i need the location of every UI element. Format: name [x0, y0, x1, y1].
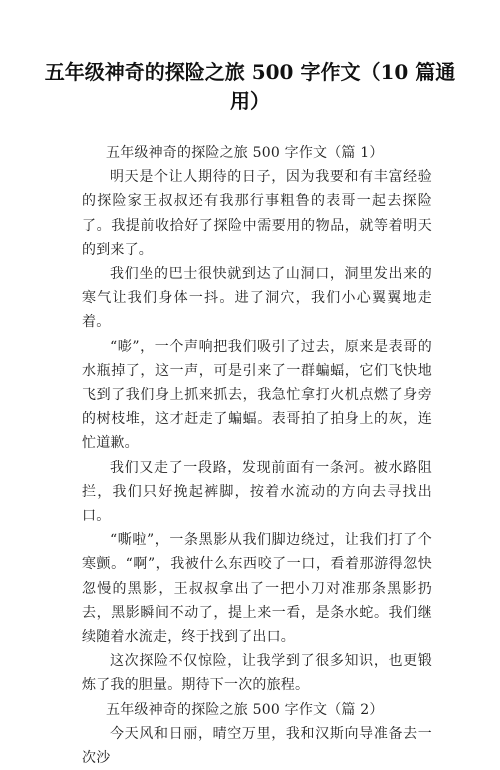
- section-heading: 五年级神奇的探险之旅 500 字作文（篇 2）: [106, 701, 384, 718]
- paragraph: 这次探险不仅惊险，让我学到了很多知识，也更锻炼了我的胆量。期待下一次的旅程。: [82, 653, 432, 694]
- paragraph: “嘭”，一个声响把我们吸引了过去，原来是表哥的水瓶掉了，这一声，可是引来了一群蝙蝠，它们飞快地飞到了我们身上抓来抓去，我急忙拿打火机点燃了身旁的树枝堆，这才赶走了蝙蝠。表哥拍了拍身上的灰，连忙道歉。: [82, 338, 432, 452]
- paragraph: 我们坐的巴士很快就到达了山洞口，洞里发出来的寒气让我们身体一抖。进了洞穴，我们小心翼翼地走着。: [82, 266, 432, 331]
- paragraph: “嘶啦”，一条黑影从我们脚边绕过，让我们打了个寒颤。“啊”，我被什么东西咬了一口，看着那游得忽快忽慢的黑影，王叔叔拿出了一把小刀对准那条黑影扔去，黑影瞬间不动了，提上来一看，是条水蛇。我们继续随着水流走，终于找到了出口。: [82, 532, 432, 646]
- paragraph: 今天风和日丽，晴空万里，我和汉斯向导准备去一次沙: [82, 725, 432, 767]
- document-body: [82, 141, 432, 770]
- paragraph: 明天是个让人期待的日子，因为我要和有丰富经验的探险家王叔叔还有我那行事粗鲁的表哥一起去探险了。我提前收拾好了探险中需要用的物品，就等着明天的到来了。: [82, 169, 432, 258]
- section-heading: 五年级神奇的探险之旅 500 字作文（篇 1）: [106, 145, 384, 161]
- document-title: 五年级神奇的探险之旅 500 字作文（10 篇通用）: [44, 60, 456, 113]
- paragraph: 我们又走了一段路，发现前面有一条河。被水路阻拦，我们只好挽起裤脚，按着水流动的方向去寻找出口。: [82, 459, 432, 525]
